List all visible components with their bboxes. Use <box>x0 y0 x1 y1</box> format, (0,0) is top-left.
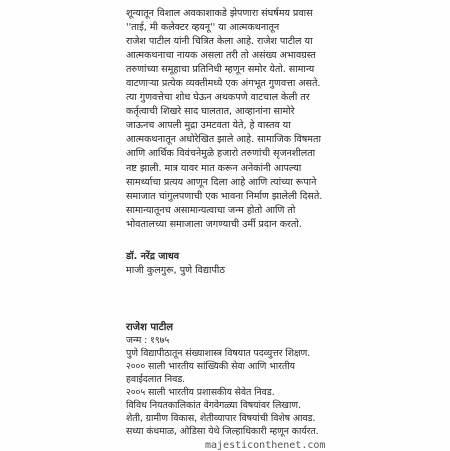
foreword-line: सामान्यातूनच असामान्यत्वाचा जन्म होतो आणि तो <box>126 204 296 216</box>
footer-website: majesticonthenet.com <box>205 440 326 451</box>
bio-line: २००५ साली भारतीय प्रशासकीय सेवेत निवड. <box>126 386 275 398</box>
foreword-line: कर्तृत्वाची शिखरे साद घालतात, आव्हानांना सामोरे <box>126 106 295 118</box>
bio-line: २००० साली भारतीय सांख्यिकी सेवा आणि भारतीय <box>126 360 295 372</box>
author-bio <box>126 321 416 439</box>
foreword-line: त्या गुणवत्तेचा शोध घेऊन अथकपणे वाटचाल केली तर <box>126 92 310 104</box>
foreword-line: भोवतालच्या समाजाला जगण्याची उर्मी प्रदान करतो. <box>126 218 302 230</box>
foreword-line: तरुणांच्या समूहाचा प्रतिनिधी म्हणून समोर येतो. सामान्य <box>126 64 315 76</box>
bio-line: विविध नियतकालिकांत वेगवेगळ्या विषयांवर लिखाण. <box>126 399 301 411</box>
foreword-line: वाटणाऱ्या प्रत्येक व्यक्तीमध्ये एक अंगभूत गुणवत्ता असते. <box>126 78 321 90</box>
bio-line: हवाईदलात निवड. <box>126 373 186 385</box>
signature-role: माजी कुलगुरू, पुणे विद्यापीठ <box>126 265 225 276</box>
foreword-line: राजेश पाटील यांनी चित्रित केला आहे. राजेश पाटील या <box>126 36 313 48</box>
bio-line: पुणे विद्यापीठातून संख्याशास्त्र विषयात पदव्युत्तर शिक्षण. <box>126 347 311 359</box>
foreword-line: जाऊनच आपली मुद्रा उमटवता येते, हे वास्तव या <box>126 120 291 132</box>
foreword-line: आणि आर्थिक विवंचनेमुळे हजारो तरुणांची सृजनशीलता <box>126 148 316 160</box>
foreword-line: ''ताई, मी कलेक्टर व्हयनू'' या आत्मकथनातून <box>126 22 280 34</box>
foreword-signature <box>126 250 416 278</box>
bio-line: सध्या कंधमाळ, ओडिसा येथे जिल्हाधिकारी म्हणून कार्यरत. <box>126 425 319 437</box>
foreword-line: समाजात चांगुलपणाची एक भावना निर्माण झालेली दिसते. <box>126 190 323 202</box>
bio-line: शेती, ग्रामीण विकास, शेतीव्यापार विषयांची विशेष आवड. <box>126 412 316 424</box>
foreword-paragraph <box>126 7 416 232</box>
foreword-line: आत्मकथनाचा नायक असला तरी तो असंख्य अभावग्रस्त <box>126 50 316 62</box>
signature-name: डॉ. नरेंद्र जाधव <box>126 251 180 262</box>
author-name-heading: राजेश पाटील <box>126 322 174 333</box>
foreword-line: नष्ट झाली. मात्र यावर मात करून अनेकांनी आपल्या <box>126 162 302 174</box>
foreword-line: शून्यातून विशाल अवकाशाकडे झेपणारा संघर्षमय प्रवास <box>126 8 313 19</box>
foreword-line: आत्मकथनातून अधोरेखित झाले आहे. सामाजिक विषमता <box>126 134 321 146</box>
foreword-line: सामर्थ्याचा प्रत्यय आणून दिला आहे आणि त्यांच्या रूपाने <box>126 176 317 188</box>
bio-line: जन्म : १९७५ <box>126 335 170 346</box>
